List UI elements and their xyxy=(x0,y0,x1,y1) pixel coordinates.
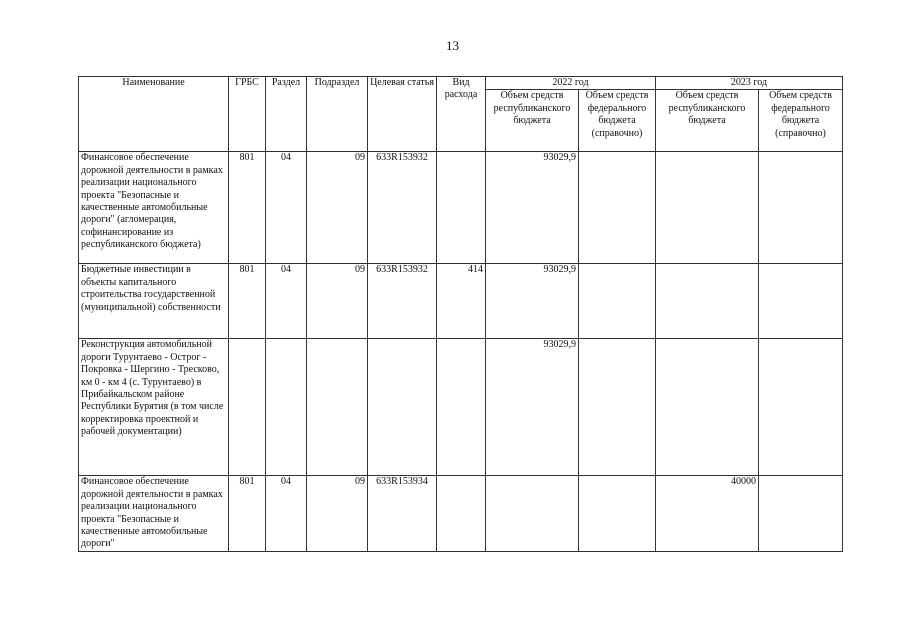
cell-grbs: 801 xyxy=(229,476,266,551)
header-vid-rashoda: Вид расхода xyxy=(437,77,486,152)
cell-razdel xyxy=(266,339,307,476)
cell-vr xyxy=(437,152,486,264)
cell-grbs: 801 xyxy=(229,264,266,339)
cell-rep2022 xyxy=(486,476,579,551)
cell-rep2023 xyxy=(656,152,759,264)
cell-grbs xyxy=(229,339,266,476)
cell-rep2023: 40000 xyxy=(656,476,759,551)
cell-cs: 633R153932 xyxy=(368,264,437,339)
header-rep-budget-2022: Объем средств республиканского бюджета xyxy=(486,90,579,152)
cell-name: Реконструкция автомобильной дороги Турунтаево - Острог - Покровка - Шергино - Тресково, км 0 - км 4 (с. Турунтаево) в Прибайкальском районе Республики Бурятия (в том числе корректировка проектной и рабочей документации) xyxy=(79,339,229,476)
cell-fed2022 xyxy=(579,339,656,476)
cell-rep2022: 93029,9 xyxy=(486,264,579,339)
header-fed-budget-2022: Объем средств федерального бюджета (справочно) xyxy=(579,90,656,152)
cell-cs: 633R153932 xyxy=(368,152,437,264)
cell-rep2023 xyxy=(656,264,759,339)
cell-fed2022 xyxy=(579,476,656,551)
cell-fed2023 xyxy=(759,476,843,551)
cell-razdel: 04 xyxy=(266,152,307,264)
cell-vr xyxy=(437,339,486,476)
header-name: Наименование xyxy=(79,77,229,152)
cell-fed2023 xyxy=(759,152,843,264)
cell-fed2022 xyxy=(579,264,656,339)
cell-podrazdel xyxy=(307,339,368,476)
cell-rep2023 xyxy=(656,339,759,476)
cell-fed2023 xyxy=(759,264,843,339)
header-grbs: ГРБС xyxy=(229,77,266,152)
header-celevaya-statya: Целевая статья xyxy=(368,77,437,152)
table-row xyxy=(79,264,843,339)
table-row xyxy=(79,152,843,264)
cell-name: Финансовое обеспечение дорожной деятельности в рамках реализации национального проекта "Безопасные и качественные автомобильные дороги" xyxy=(79,476,229,551)
table-row xyxy=(79,476,843,551)
cell-fed2023 xyxy=(759,339,843,476)
cell-vr: 414 xyxy=(437,264,486,339)
header-year-2023: 2023 год xyxy=(656,77,843,90)
header-razdel: Раздел xyxy=(266,77,307,152)
header-year-2022: 2022 год xyxy=(486,77,656,90)
cell-razdel: 04 xyxy=(266,476,307,551)
cell-cs: 633R153934 xyxy=(368,476,437,551)
cell-name: Бюджетные инвестиции в объекты капитального строительства государственной (муниципальной) собственности xyxy=(79,264,229,339)
cell-grbs: 801 xyxy=(229,152,266,264)
table-row xyxy=(79,339,843,476)
cell-razdel: 04 xyxy=(266,264,307,339)
header-fed-budget-2023: Объем средств федерального бюджета (справочно) xyxy=(759,90,843,152)
header-podrazdel: Подраздел xyxy=(307,77,368,152)
header-rep-budget-2023: Объем средств республиканского бюджета xyxy=(656,90,759,152)
cell-rep2022: 93029,9 xyxy=(486,152,579,264)
cell-fed2022 xyxy=(579,152,656,264)
cell-podrazdel: 09 xyxy=(307,152,368,264)
cell-podrazdel: 09 xyxy=(307,476,368,551)
budget-table xyxy=(78,76,843,552)
page-number: 13 xyxy=(446,38,459,53)
cell-cs xyxy=(368,339,437,476)
cell-rep2022: 93029,9 xyxy=(486,339,579,476)
cell-name: Финансовое обеспечение дорожной деятельности в рамках реализации национального проекта "Безопасные и качественные автомобильные дороги" (агломерация, софинансирование из республиканского бюджета) xyxy=(79,152,229,264)
cell-vr xyxy=(437,476,486,551)
cell-podrazdel: 09 xyxy=(307,264,368,339)
